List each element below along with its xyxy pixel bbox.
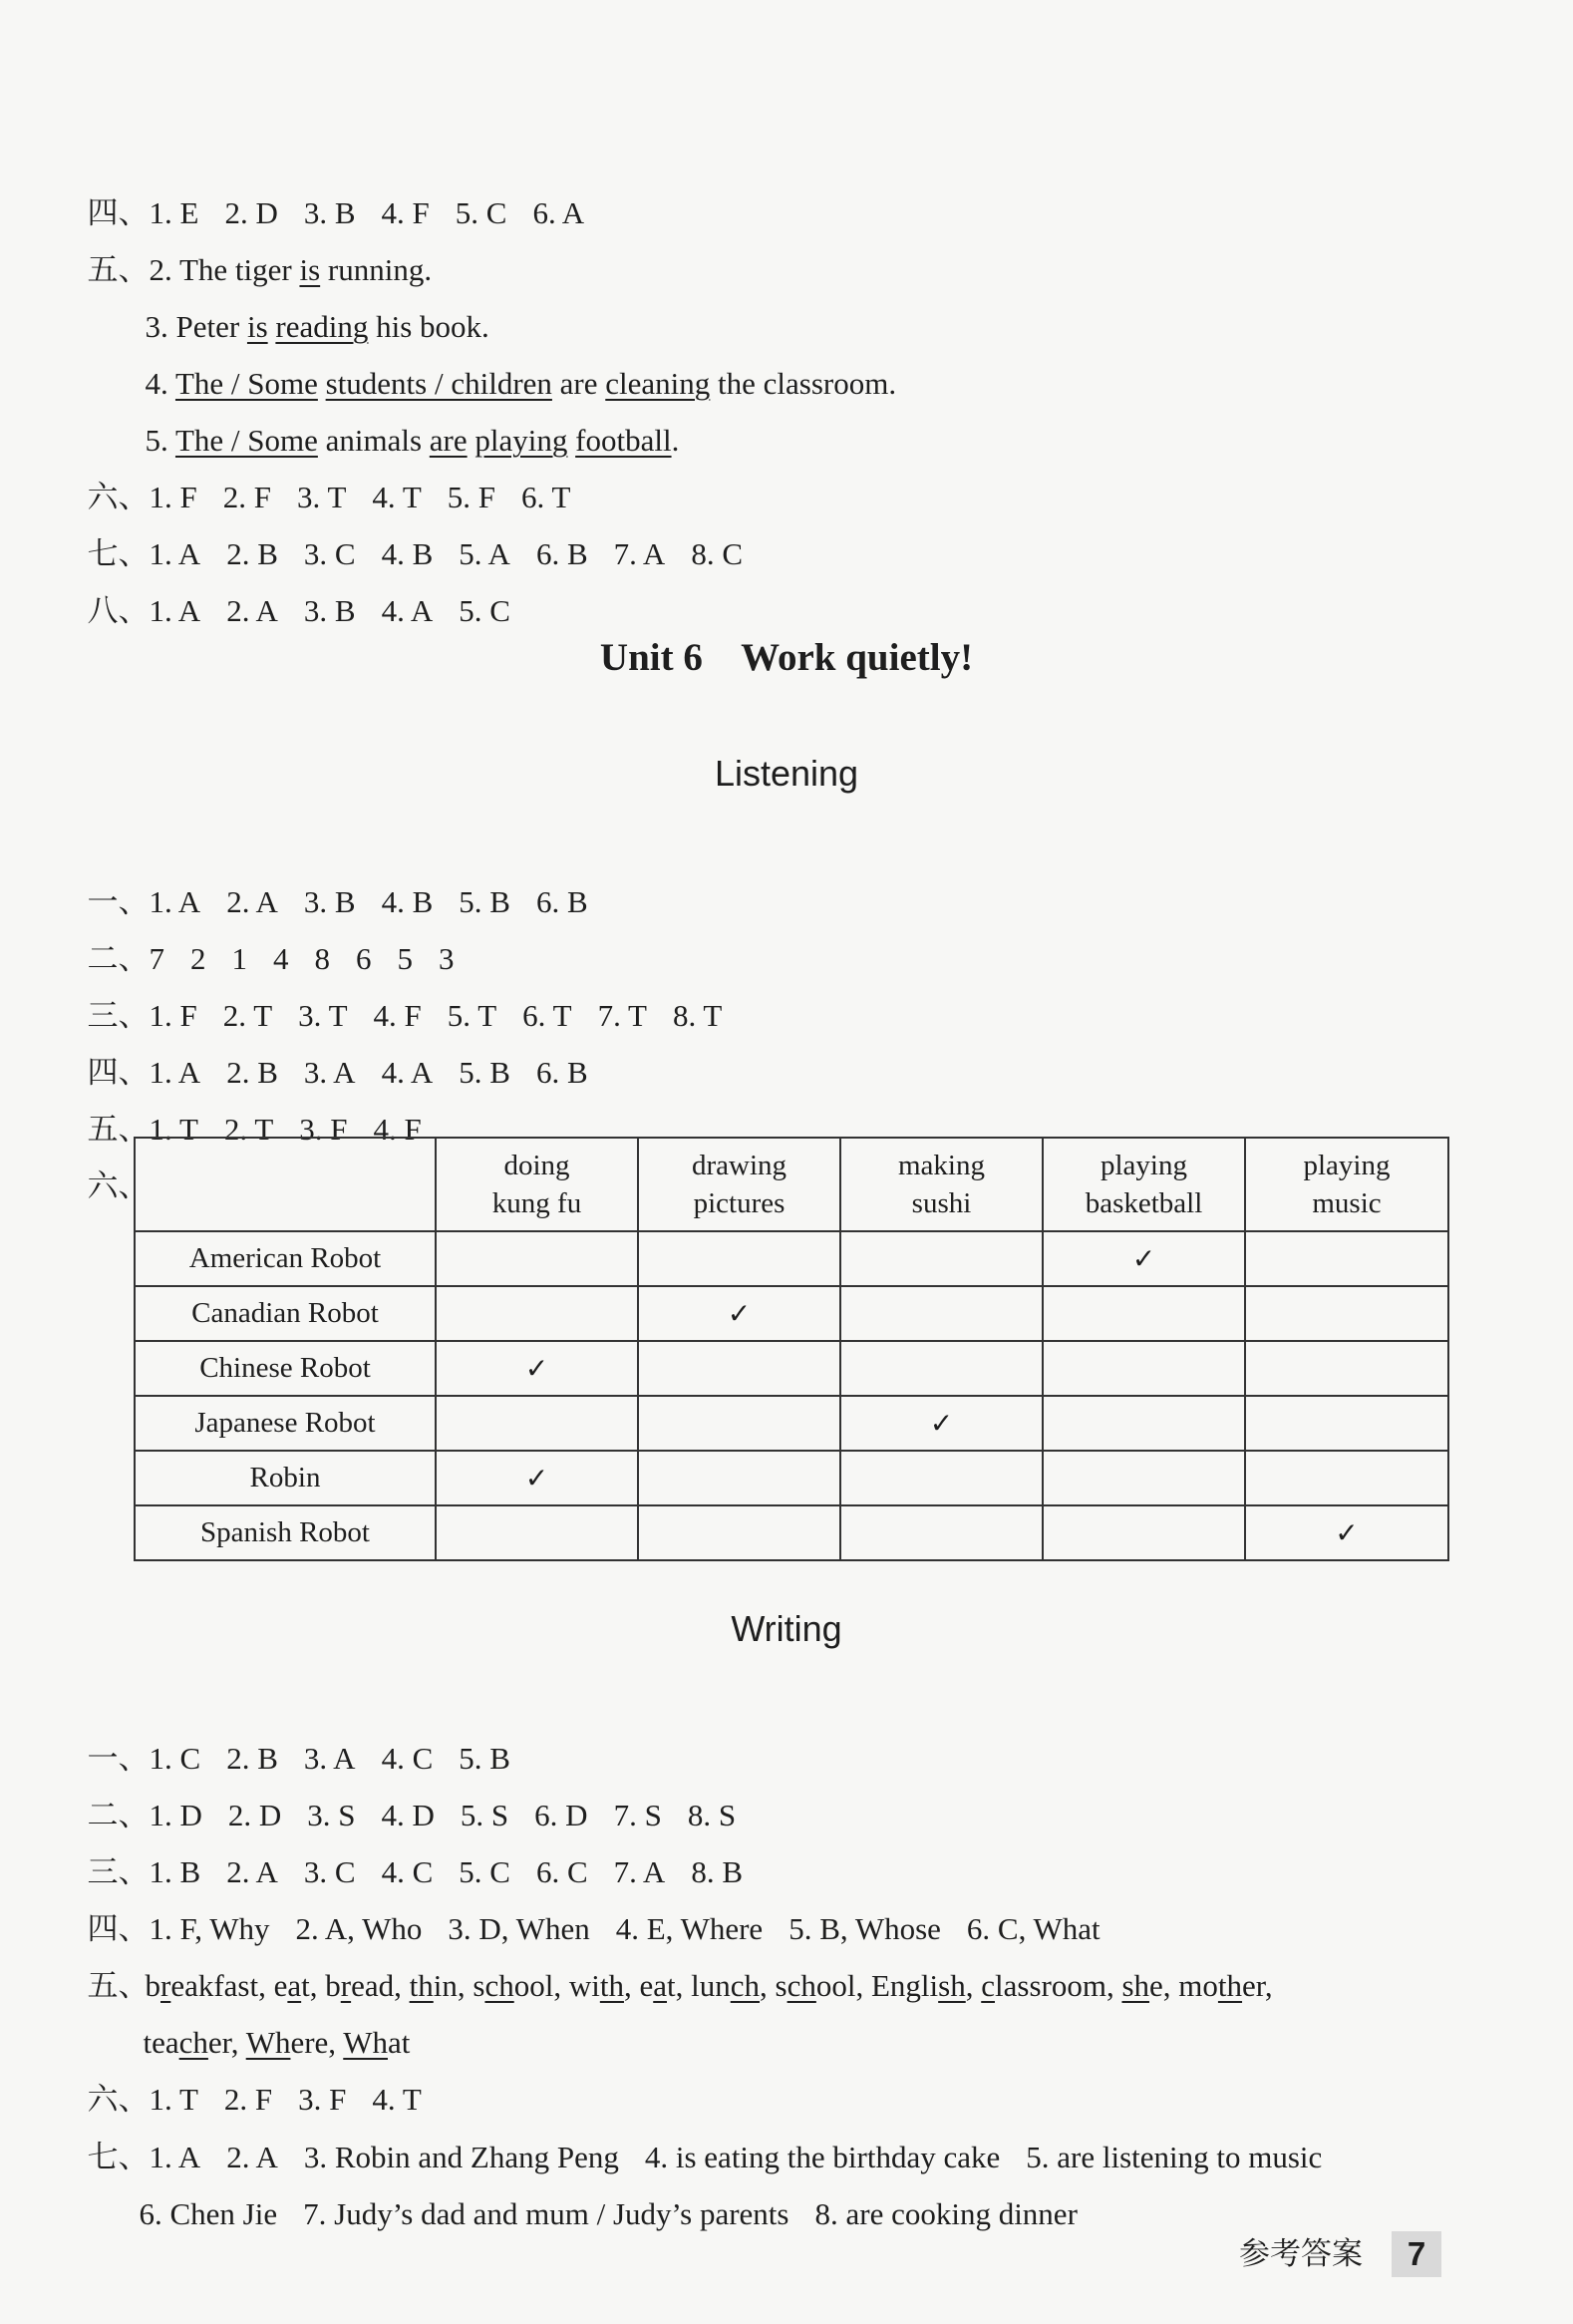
answer: 2. D (224, 195, 278, 230)
answer: 2. B (226, 1055, 278, 1090)
question-label: 六、 (87, 480, 150, 514)
question-label: 五、 (87, 1112, 150, 1147)
answer: 3. S (307, 1798, 356, 1832)
check-cell: ✓ (436, 1451, 638, 1505)
answer: 1. A (149, 2140, 201, 2174)
answer: 1. T (149, 1112, 198, 1147)
underlined-letters: Wh (343, 2025, 389, 2060)
page-number: 7 (1392, 2231, 1441, 2277)
answer: 4. B (381, 884, 434, 919)
question-label: 二、 (87, 941, 150, 976)
answer: 5. T (447, 998, 497, 1033)
underlined-letters: ch (484, 1968, 514, 2003)
underlined-letters: th (599, 1968, 624, 2003)
sentence-text: the classroom. (718, 366, 897, 401)
sentence-text: The tiger (178, 252, 292, 287)
question-label: 六、 (87, 1168, 150, 1203)
table-row (135, 1396, 1448, 1451)
answer: 3. B (303, 593, 356, 628)
check-cell (436, 1231, 638, 1286)
answer: 6. C (535, 1854, 588, 1889)
check-cell (1043, 1451, 1245, 1505)
footer-label: 参考答案 (1239, 2236, 1363, 2272)
answer-row (124, 2155, 1078, 2234)
answer: 2. F (222, 480, 271, 514)
underlined-word: is (299, 252, 321, 287)
underlined-letters: sh (1121, 1968, 1150, 2003)
question-label: 四、 (87, 1055, 150, 1090)
underlined-word: The / Some (174, 423, 318, 458)
answer: 1. E (149, 195, 199, 230)
underlined-letters: sh (938, 1968, 966, 2003)
question-label: 六、 (87, 2082, 150, 2117)
answer: 5. C (459, 593, 510, 628)
answer: 4. E, Where (615, 1911, 764, 1946)
check-cell (436, 1396, 638, 1451)
question-label: 三、 (87, 998, 150, 1033)
answer: 2. A (226, 1854, 278, 1889)
check-cell (638, 1231, 840, 1286)
listening-heading: Listening (714, 753, 859, 794)
check-cell: ✓ (436, 1341, 638, 1396)
question-label: 三、 (87, 1854, 150, 1889)
check-cell: ✓ (1245, 1505, 1448, 1560)
check-cell (436, 1286, 638, 1341)
sentence-text: running. (327, 252, 433, 287)
underlined-word: playing (474, 423, 568, 458)
underlined-word: reading (275, 309, 369, 344)
check-cell (840, 1231, 1043, 1286)
column-header: making sushi (840, 1138, 1043, 1231)
answer: 3. A (303, 1055, 356, 1090)
underlined-letters: a (653, 1968, 667, 2003)
answer-row (72, 551, 510, 631)
check-cell (840, 1451, 1043, 1505)
underlined-letters: th (1217, 1968, 1243, 2003)
check-cell (840, 1286, 1043, 1341)
answer: 7. A (613, 536, 666, 571)
answer: 3. T (297, 480, 347, 514)
answer: 1 (231, 941, 247, 976)
check-cell (638, 1396, 840, 1451)
question-label: 七、 (87, 536, 150, 571)
answer: 4. F (373, 998, 422, 1033)
answer: 6. A (532, 195, 585, 230)
answer: 2. D (227, 1798, 282, 1832)
row-header: Robin (135, 1451, 436, 1505)
table-row (135, 1286, 1448, 1341)
answer: 3 (439, 941, 455, 976)
answer: 4. F (381, 195, 430, 230)
check-cell (436, 1505, 638, 1560)
check-cell (840, 1341, 1043, 1396)
answer: 2. T (222, 998, 273, 1033)
underlined-letters: a (287, 1968, 302, 2003)
writing-heading: Writing (731, 1608, 842, 1649)
column-header: drawing pictures (638, 1138, 840, 1231)
answer: 5. B, Whose (788, 1911, 941, 1946)
answer: 2. A (226, 2140, 278, 2174)
answer: 2. A, Who (295, 1911, 423, 1946)
answer: 3. F (299, 1112, 348, 1147)
answer: 4. D (381, 1798, 435, 1832)
check-cell (1245, 1341, 1448, 1396)
table-header-row (135, 1138, 1448, 1231)
sentence-text: Peter (175, 309, 240, 344)
question-label: 五、 (87, 252, 150, 287)
underlined-letters: r (160, 1968, 171, 2003)
answer: 5. B (459, 884, 510, 919)
answer: 2. F (223, 2082, 273, 2117)
answer: 5. S (460, 1798, 509, 1832)
column-header: playing music (1245, 1138, 1448, 1231)
answer: 1. A (149, 536, 201, 571)
answer: 1. C (149, 1741, 201, 1776)
answer: 1. F, Why (149, 1911, 270, 1946)
question-label: 二、 (87, 1798, 150, 1832)
check-cell (638, 1451, 840, 1505)
answer: 6. B (535, 1055, 588, 1090)
answer: 6. Chen Jie (139, 2196, 278, 2231)
answer: 6. B (535, 536, 588, 571)
answer: 1. D (149, 1798, 202, 1832)
answer: 2. B (226, 1741, 278, 1776)
answer: 7. Judy’s dad and mum / Judy’s parents (303, 2196, 789, 2231)
sentence-text: are (559, 366, 598, 401)
answer: 3. A (303, 1741, 356, 1776)
column-header: playing basketball (1043, 1138, 1245, 1231)
underlined-word: The / Some (174, 366, 318, 401)
row-header: Spanish Robot (135, 1505, 436, 1560)
answer: 5. F (447, 480, 496, 514)
column-header: doing kung fu (436, 1138, 638, 1231)
answer: 5. C (455, 195, 507, 230)
answer: 6. C, What (966, 1911, 1101, 1946)
answer: 3. C (303, 1854, 356, 1889)
answer: 8. C (691, 536, 743, 571)
answer: 7 (149, 941, 164, 976)
check-cell: ✓ (1043, 1231, 1245, 1286)
question-label: 一、 (87, 1741, 150, 1776)
answer: 8. T (672, 998, 723, 1033)
sentence-number: 3. (145, 309, 168, 344)
answer: 3. D, When (448, 1911, 590, 1946)
question-label: 四、 (87, 1911, 150, 1946)
underlined-word: cleaning (605, 366, 711, 401)
answer: 6. D (534, 1798, 588, 1832)
answer: 1. T (149, 2082, 198, 2117)
answer: 1. F (149, 998, 197, 1033)
answer: 6. T (521, 480, 571, 514)
answer-row: 五、breakfast, eat, bread, thin, school, with, eat, lunch, school, English, classroom, she, mother, (72, 1926, 1273, 2006)
answer: 8. are cooking dinner (814, 2196, 1078, 2231)
underlined-letters: ch (730, 1968, 761, 2003)
sentence-number: 4. (145, 366, 168, 401)
answer: 1. A (149, 884, 201, 919)
answer: 6. B (535, 884, 588, 919)
answer: 4. C (381, 1854, 434, 1889)
underlined-word: are (429, 423, 468, 458)
answer: 3. B (303, 195, 356, 230)
answer: 7. T (597, 998, 647, 1033)
robot-activity-table (134, 1137, 1449, 1561)
answer: 2. B (226, 536, 278, 571)
answer: 1. A (149, 593, 201, 628)
table-row (135, 1451, 1448, 1505)
check-cell (1245, 1286, 1448, 1341)
answer: 4. is eating the birthday cake (644, 2140, 1001, 2174)
sentence-number: 2. (149, 252, 172, 287)
check-cell (1245, 1231, 1448, 1286)
underlined-letters: th (409, 1968, 434, 2003)
answer-row: teacher, Where, What (143, 2025, 411, 2060)
answer: 5. B (459, 1741, 510, 1776)
answer: 6 (356, 941, 372, 976)
answer: 3. Robin and Zhang Peng (303, 2140, 619, 2174)
question-label: 五、 (87, 1968, 150, 2003)
answer: 2. A (226, 884, 278, 919)
question-label: 四、 (87, 195, 150, 230)
answer: 4 (273, 941, 289, 976)
answer: 7. A (613, 1854, 666, 1889)
check-cell (638, 1505, 840, 1560)
underlined-letters: Wh (245, 2025, 291, 2060)
answer: 1. F (149, 480, 197, 514)
sentence-number: 5. (145, 423, 168, 458)
answer: 4. T (372, 2082, 422, 2117)
answer: 4. A (381, 593, 434, 628)
row-header: Japanese Robot (135, 1396, 436, 1451)
check-cell: ✓ (840, 1396, 1043, 1451)
answer: 3. C (303, 536, 356, 571)
row-header: American Robot (135, 1231, 436, 1286)
answer: 4. A (381, 1055, 434, 1090)
underlined-word: football (575, 423, 672, 458)
answer: 8. B (691, 1854, 743, 1889)
check-cell (1043, 1505, 1245, 1560)
sentence-text: his book. (376, 309, 489, 344)
answer: 4. C (381, 1741, 434, 1776)
answer: 3. B (303, 884, 356, 919)
check-cell (1043, 1286, 1245, 1341)
answer: 5. A (459, 536, 510, 571)
sentence-text: animals (325, 423, 423, 458)
answer: 4. B (381, 536, 434, 571)
row-header: Chinese Robot (135, 1341, 436, 1396)
check-cell (1043, 1396, 1245, 1451)
unit-title: Unit 6 Work quietly! (599, 636, 974, 679)
check-cell (1043, 1341, 1245, 1396)
table-row (135, 1341, 1448, 1396)
question-label: 八、 (87, 593, 150, 628)
underlined-word: students / children (325, 366, 552, 401)
answer: 1. B (149, 1854, 201, 1889)
answer: 5 (397, 941, 413, 976)
table-row (135, 1231, 1448, 1286)
answer: 2. A (226, 593, 278, 628)
underlined-letters: r (340, 1968, 352, 2003)
answer: 4. F (373, 1112, 422, 1147)
answer: 3. T (298, 998, 348, 1033)
underlined-letters: ch (178, 2025, 208, 2060)
answer: 2. T (223, 1112, 274, 1147)
answer: 8 (314, 941, 330, 976)
answer: 7. S (613, 1798, 662, 1832)
answer: 2 (190, 941, 206, 976)
row-header: Canadian Robot (135, 1286, 436, 1341)
underlined-letters: c (981, 1968, 995, 2003)
question-label: 七、 (87, 2140, 150, 2174)
check-cell (840, 1505, 1043, 1560)
answer: 3. F (298, 2082, 347, 2117)
check-cell (638, 1341, 840, 1396)
answer: 5. B (459, 1055, 510, 1090)
answer: 8. S (687, 1798, 737, 1832)
answer: 4. T (372, 480, 422, 514)
table-row (135, 1505, 1448, 1560)
answer: 5. are listening to music (1026, 2140, 1323, 2174)
check-cell (1245, 1396, 1448, 1451)
check-cell: ✓ (638, 1286, 840, 1341)
question-label: 一、 (87, 884, 150, 919)
sentence-text: . (671, 423, 680, 458)
check-cell (1245, 1451, 1448, 1505)
table-corner-cell (135, 1138, 436, 1231)
answer: 5. C (459, 1854, 510, 1889)
answer: 6. T (522, 998, 572, 1033)
underlined-word: is (246, 309, 268, 344)
underlined-letters: ch (786, 1968, 816, 2003)
answer: 1. A (149, 1055, 201, 1090)
